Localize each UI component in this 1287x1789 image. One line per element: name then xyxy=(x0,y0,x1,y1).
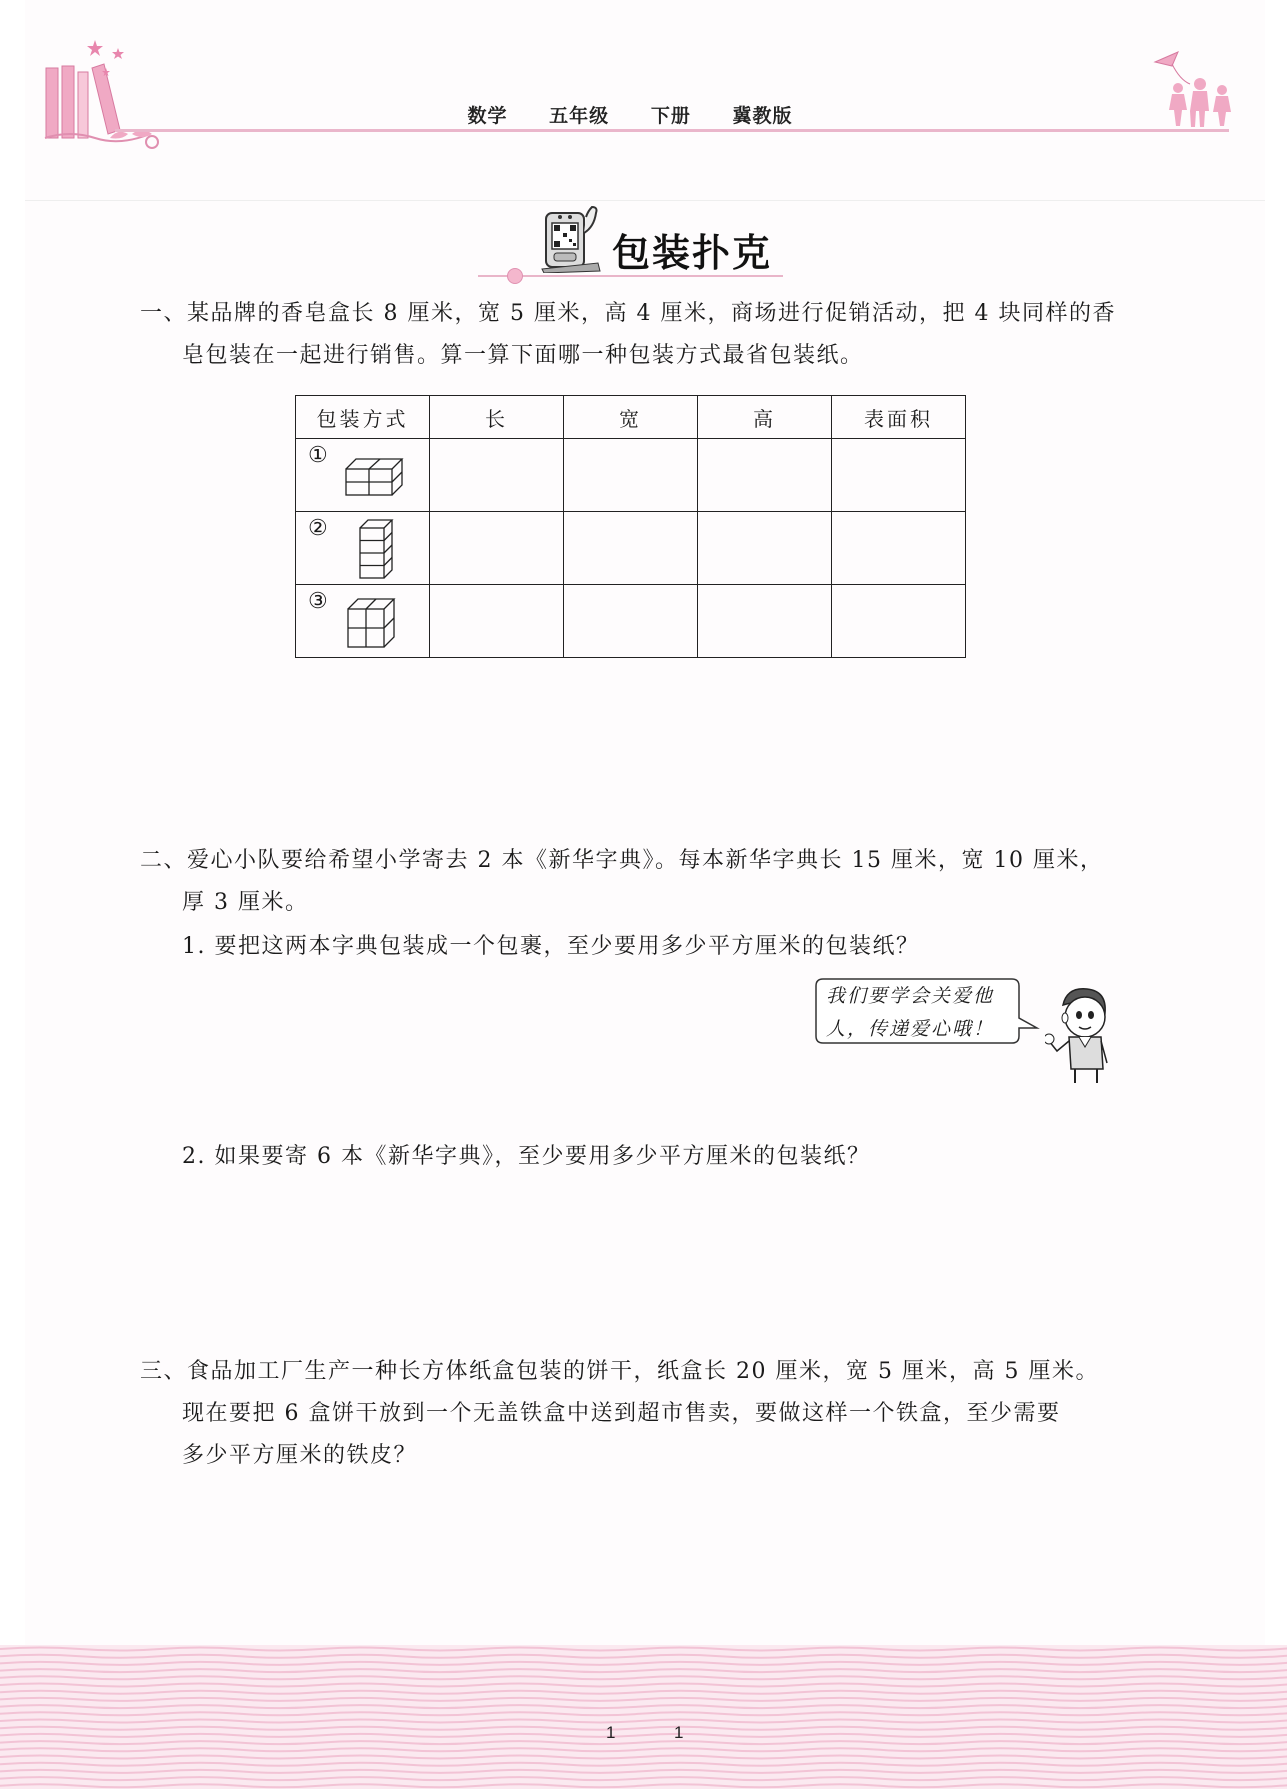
method-2-label: ② xyxy=(308,516,328,541)
cell[interactable] xyxy=(698,585,832,658)
bubble-text xyxy=(826,980,1016,1046)
problem2-sub1: 1. 要把这两本字典包装成一个包裹，至少要用多少平方厘米的包装纸？ xyxy=(182,934,920,959)
problem1-number: 一、 xyxy=(140,301,188,326)
header-title xyxy=(430,101,830,128)
problem2-line2: 厚 3 厘米。 xyxy=(182,890,309,915)
problem1-line1: 一、某品牌的香皂盒长 8 厘米，宽 5 厘米，高 4 厘米，商场进行促销活动，把 4 块同样的香 xyxy=(140,301,1116,326)
cell[interactable] xyxy=(698,512,832,585)
section-dot xyxy=(507,268,523,284)
cartoon-boy-icon xyxy=(1045,985,1115,1085)
cell[interactable] xyxy=(832,512,966,585)
problem3-number: 三、 xyxy=(140,1359,188,1384)
cell[interactable] xyxy=(698,439,832,512)
method-1-label: ① xyxy=(308,443,328,468)
table-row xyxy=(296,585,966,658)
cell[interactable] xyxy=(430,512,564,585)
table-row xyxy=(296,512,966,585)
cell[interactable] xyxy=(832,439,966,512)
kids-kite-icon xyxy=(1150,50,1240,130)
header-rule xyxy=(115,129,1229,132)
box-2x2-upright-icon xyxy=(346,597,396,649)
problem3-line1: 三、食品加工厂生产一种长方体纸盒包装的饼干，纸盒长 20 厘米，宽 5 厘米，高 5 厘米。 xyxy=(140,1359,1099,1384)
bubble-line2: 人，传递爱心哦！ xyxy=(826,1018,995,1040)
problem2-number: 二、 xyxy=(140,848,188,873)
cell[interactable] xyxy=(564,585,698,658)
table-header-row xyxy=(296,396,966,439)
cell[interactable] xyxy=(430,585,564,658)
problem2-sub2: 2. 如果要寄 6 本《新华字典》，至少要用多少平方厘米的包装纸？ xyxy=(182,1144,871,1169)
table-row xyxy=(296,439,966,512)
header-divider xyxy=(25,200,1265,201)
method-1-figure xyxy=(296,439,429,511)
method-3-label: ③ xyxy=(308,589,328,614)
cell[interactable] xyxy=(832,585,966,658)
section-underline xyxy=(478,275,783,277)
th-length: 长 xyxy=(430,396,564,439)
box-stack-4-icon xyxy=(358,518,394,580)
header-volume: 下册 xyxy=(650,105,691,127)
th-height: 高 xyxy=(698,396,832,439)
header-edition: 冀教版 xyxy=(732,105,793,127)
method-2-figure xyxy=(296,512,429,584)
header-grade: 五年级 xyxy=(549,105,610,127)
footer-stripes xyxy=(0,1645,1287,1789)
books-logo-icon xyxy=(40,38,165,153)
th-surface-area: 表面积 xyxy=(832,396,966,439)
section-title: 包装扑克 xyxy=(612,230,773,275)
cell[interactable] xyxy=(564,439,698,512)
header-subject: 数学 xyxy=(467,105,508,127)
bubble-line1: 我们要学会关爱他 xyxy=(826,985,995,1007)
th-width: 宽 xyxy=(564,396,698,439)
page-number-left: 1 xyxy=(606,1723,616,1742)
cell[interactable] xyxy=(430,439,564,512)
cell[interactable] xyxy=(564,512,698,585)
problem3-line3: 多少平方厘米的铁皮？ xyxy=(182,1443,418,1468)
qr-phone-icon xyxy=(540,203,602,273)
page-number-right: 1 xyxy=(674,1723,684,1742)
packing-table xyxy=(295,395,966,658)
problem2-line1: 二、爱心小队要给希望小学寄去 2 本《新华字典》。每本新华字典长 15 厘米，宽 10 厘米， xyxy=(140,848,1104,873)
method-3-figure xyxy=(296,585,429,657)
problem3-line2: 现在要把 6 盒饼干放到一个无盖铁盒中送到超市售卖，要做这样一个铁盒，至少需要 xyxy=(182,1401,1061,1426)
box-2x2-flat-icon xyxy=(344,455,404,497)
th-method: 包装方式 xyxy=(296,396,430,439)
problem1-line2: 皂包装在一起进行销售。算一算下面哪一种包装方式最省包装纸。 xyxy=(182,343,864,368)
